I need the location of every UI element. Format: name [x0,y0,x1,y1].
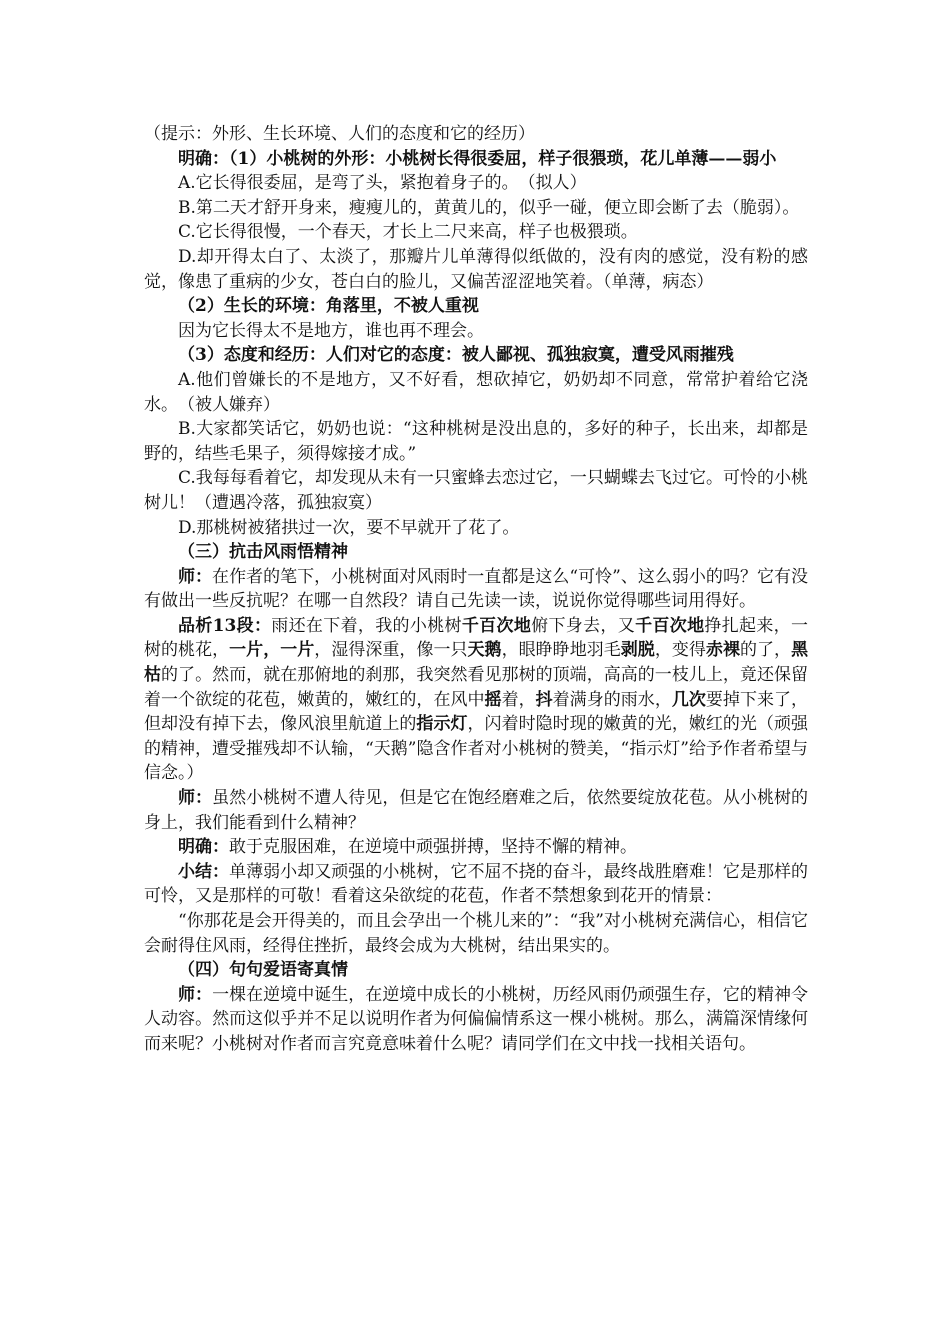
section-four-heading: （四）句句爱语寄真情 [178,960,348,981]
teacher-question-3 [144,983,808,1057]
answer-label: 明确： [178,837,229,858]
key-word: 千百次地 [461,615,532,636]
summary-text: 单薄弱小却又顽强的小桃树，它不屈不挠的奋斗，最终战胜磨难！它是那样的可怜，又是那样的可敬！看着这朵欲绽的花苞，作者不禁想象到花开的情景： [144,861,809,907]
analysis-text: 要掉下来了，但却没有掉下去，像风浪里航道上的 [144,689,809,735]
key-word: 一片，一片 [229,640,315,661]
key-word: 剥脱 [620,640,655,661]
analysis-text: 着满身的雨水， [552,689,672,710]
attitude-item-c: C.我每每看着它，却发现从未有一只蜜蜂去恋过它，一只蝴蝶去飞过它。可怜的小桃树儿！（遭遇冷落，孤独寂寞） [144,468,808,513]
quote-paragraph: “你那花是会开得美的，而且会孕出一个桃儿来的”：“我”对小桃树充满信心，相信它会耐得住风雨，经得住挫折，最终会成为大桃树，结出果实的。 [144,911,808,956]
analysis-text: ，眼睁睁地羽毛 [501,640,621,661]
attitude-item-a: A.他们曾嫌长的不是地方，又不好看，想砍掉它，奶奶却不同意，常常护着给它浇水。 （被人嫌弃） [144,369,808,415]
answer-heading-appearance: 明确：（1）小桃树的外形：小桃树长得很委屈，样子很猥琐，花儿单薄——弱小 [178,148,777,169]
appearance-item-a: A.它长得很委屈，是弯了头，紧抱着身子的。 （拟人） [178,173,587,194]
key-word: 千百次地 [635,615,705,636]
section-three-heading: （三）抗击风雨悟精神 [178,542,348,563]
attitude-heading: （3）态度和经历：人们对它的态度：被人鄙视、孤独寂寞，遭受风雨摧残 [178,345,734,366]
attitude-item-b: B.大家都笑话它，奶奶也说：“这种桃树是没出息的，多好的种子，长出来，却都是野的，结些毛果子，须得嫁接才成。” [144,419,808,464]
appearance-item-c: C.它长得很慢，一个春天，才长上二尺来高，样子也极猥琐。 [178,222,638,243]
analysis-text: 着， [501,689,536,710]
appearance-item-d: D.却开得太白了、太淡了，那瓣片儿单薄得似纸做的，没有肉的感觉，没有粉的感觉，像患了重病的少女，苍白白的脸儿，又偏苦涩涩地笑着。（单薄，病态） [144,246,808,292]
answer-spirit [144,835,808,860]
key-word: 抖 [535,689,553,710]
environment-heading: （2）生长的环境：角落里，不被人重视 [178,296,479,317]
appearance-item-b: B.第二天才舒开身来，瘦瘦儿的，黄黄儿的，似乎一碰，便立即会断了去（脆弱）。 [178,197,800,218]
key-word: 黑枯 [144,640,809,686]
teacher-label: 师： [178,566,213,587]
summary-label: 小结： [178,861,230,882]
teacher-question-text: 虽然小桃树不遭人待见，但是它在饱经磨难之后，依然要绽放花苞。从小桃树的身上，我们能看到什么精神？ [144,788,809,833]
key-word: 天鹅 [467,640,502,661]
analysis-text: ，闪着时隐时现的嫩黄的光，嫩红的光（顽强的精神，遭受摧残却不认输，“天鹅”隐含作者对小桃树的赞美，“指示灯”给予作者希望与信念。） [144,714,809,784]
teacher-label: 师： [178,788,213,809]
analysis-text: 挣扎起来，一树的桃花， [144,615,809,661]
summary-paragraph [144,860,808,909]
analysis-paragraph-13 [144,614,808,786]
teacher-question-text: 在作者的笔下，小桃树面对风雨时一直都是这么“可怜”、这么弱小的吗？它有没有做出一些反抗呢？在哪一自然段？请自己先读一读，说说你觉得哪些词用得好。 [144,566,809,612]
key-word: 赤裸 [705,640,740,661]
analysis-text: 雨还在下着，我的小桃树 [271,615,462,636]
analysis-text: 俯下身去，又 [531,615,636,636]
environment-text: 因为它长得太不是地方，谁也再不理会。 [178,320,484,341]
key-word: 指示灯 [416,714,468,735]
teacher-question-text: 一棵在逆境中诞生，在逆境中成长的小桃树，历经风雨仍顽强生存，它的精神令人动容。然而这似乎并不足以说明作者为何偏偏情系这一棵小桃树。那么，满篇深情缘何而来呢？小桃树对作者而言究竟意味着什么呢？请同学们在文中找一找相关语句。 [144,984,809,1054]
analysis-text: ，变得 [654,640,706,661]
analysis-label: 品析13段： [178,615,272,636]
document-body [144,122,808,1057]
key-word: 几次 [671,689,706,710]
analysis-text: 的了， [740,640,792,661]
teacher-label: 师： [178,984,213,1005]
teacher-question-2 [144,786,808,835]
analysis-text: 的了。然而，就在那俯地的刹那，我突然看见那树的顶端，高高的一枝儿上，竟还保留着一个欲绽的花苞，嫩黄的，嫩红的，在风中 [144,665,809,710]
answer-text: 敢于克服困难，在逆境中顽强拼搏，坚持不懈的精神。 [229,837,637,858]
teacher-question-1 [144,565,808,614]
hint-line: （提示：外形、生长环境、人们的态度和它的经历） [144,124,535,144]
analysis-text: ，湿得深重，像一只 [314,640,468,661]
attitude-item-d: D.那桃树被猪拱过一次，要不早就开了花了。 [178,517,520,538]
key-word: 摇 [484,689,502,710]
